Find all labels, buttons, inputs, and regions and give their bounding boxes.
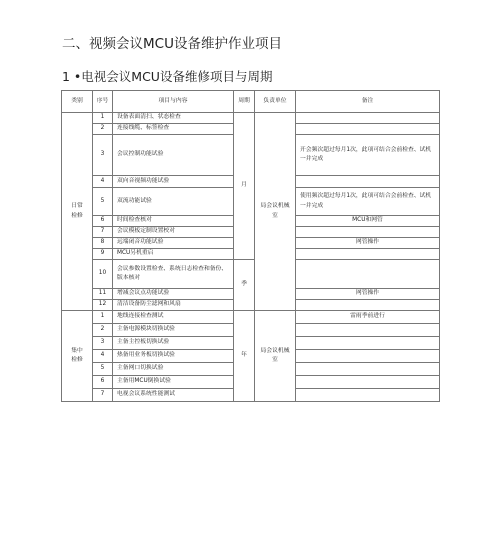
row-number: 5 xyxy=(93,363,113,376)
cycle-cell: 季 xyxy=(234,260,255,311)
row-note xyxy=(296,249,440,260)
row-item: 双流功能试验 xyxy=(113,188,234,216)
row-number: 7 xyxy=(93,227,113,238)
row-item: 设备表面清扫、状态检查 xyxy=(113,113,234,124)
row-item: 时间检查核对 xyxy=(113,216,234,227)
row-number: 9 xyxy=(93,249,113,260)
row-number: 8 xyxy=(93,238,113,249)
unit-cell: 局会议机械 室 xyxy=(255,113,296,311)
row-note xyxy=(296,260,440,289)
row-note xyxy=(296,337,440,350)
row-item: 地线连接检查测试 xyxy=(113,311,234,324)
row-item: 会议参数设置检查、系统日志检查和备份、版本核对 xyxy=(113,260,234,289)
header-category: 类别 xyxy=(62,91,93,113)
row-number: 4 xyxy=(93,350,113,363)
row-number: 7 xyxy=(93,389,113,402)
row-number: 1 xyxy=(93,311,113,324)
maintenance-table xyxy=(61,90,440,402)
row-number: 2 xyxy=(93,324,113,337)
section-subheading: 1 •电视会议MCU设备维修项目与周期 xyxy=(62,69,273,84)
category-cell: 日常 检修 xyxy=(62,113,93,311)
table-row xyxy=(62,260,440,289)
header-cycle: 周期 xyxy=(234,91,255,113)
row-note xyxy=(296,113,440,124)
row-note xyxy=(296,176,440,188)
row-note xyxy=(296,389,440,402)
row-item: 清洁设备防尘滤网和风扇 xyxy=(113,300,234,311)
header-number: 序号 xyxy=(93,91,113,113)
table-row xyxy=(62,311,440,324)
row-note: 网管操作 xyxy=(296,289,440,300)
cycle-cell: 年 xyxy=(234,311,255,402)
row-note xyxy=(296,124,440,135)
row-item: 连接线缆、标签检查 xyxy=(113,124,234,135)
row-number: 10 xyxy=(93,260,113,289)
row-note xyxy=(296,350,440,363)
table-header-row xyxy=(62,91,440,113)
row-note: 雷雨季前进行 xyxy=(296,311,440,324)
row-item: 会议控制功能试验 xyxy=(113,135,234,176)
row-item: 热备用业务板切换试验 xyxy=(113,350,234,363)
row-note xyxy=(296,363,440,376)
row-number: 6 xyxy=(93,376,113,389)
row-item: 主备主控板切换试验 xyxy=(113,337,234,350)
row-note: 使用频次超过每月1次，此项可结合会前检查、试机一并完成 xyxy=(296,188,440,216)
row-number: 1 xyxy=(93,113,113,124)
row-number: 12 xyxy=(93,300,113,311)
row-item: 主备用MCU倒换试验 xyxy=(113,376,234,389)
row-item: 主备网口切换试验 xyxy=(113,363,234,376)
table-row xyxy=(62,113,440,124)
header-unit: 负责单位 xyxy=(255,91,296,113)
row-item: 会议模板定制设置校对 xyxy=(113,227,234,238)
row-item: 电视会议系统性能测试 xyxy=(113,389,234,402)
row-number: 3 xyxy=(93,337,113,350)
cycle-cell: 月 xyxy=(234,113,255,260)
row-item: MCU另机重启 xyxy=(113,249,234,260)
row-number: 2 xyxy=(93,124,113,135)
row-item: 主备电源模块切换试验 xyxy=(113,324,234,337)
row-item: 远端闭音功能试验 xyxy=(113,238,234,249)
row-number: 5 xyxy=(93,188,113,216)
row-note: 开会频次超过每月1次，此项可结合会前检查、试机一并完成 xyxy=(296,135,440,176)
unit-cell: 局会议机械 室 xyxy=(255,311,296,402)
header-item: 项目与内容 xyxy=(113,91,234,113)
row-number: 6 xyxy=(93,216,113,227)
row-item: 双向音视频功能试验 xyxy=(113,176,234,188)
category-cell: 集中 检修 xyxy=(62,311,93,402)
row-note: MCU和网管 xyxy=(296,216,440,227)
row-number: 11 xyxy=(93,289,113,300)
document-heading: 二、视频会议MCU设备维护作业项目 xyxy=(62,36,282,52)
row-note xyxy=(296,376,440,389)
row-number: 4 xyxy=(93,176,113,188)
row-number: 3 xyxy=(93,135,113,176)
row-note xyxy=(296,227,440,238)
row-item: 增减会议点功能试验 xyxy=(113,289,234,300)
row-note xyxy=(296,324,440,337)
header-note: 备注 xyxy=(296,91,440,113)
row-note: 网管操作 xyxy=(296,238,440,249)
row-note xyxy=(296,300,440,311)
